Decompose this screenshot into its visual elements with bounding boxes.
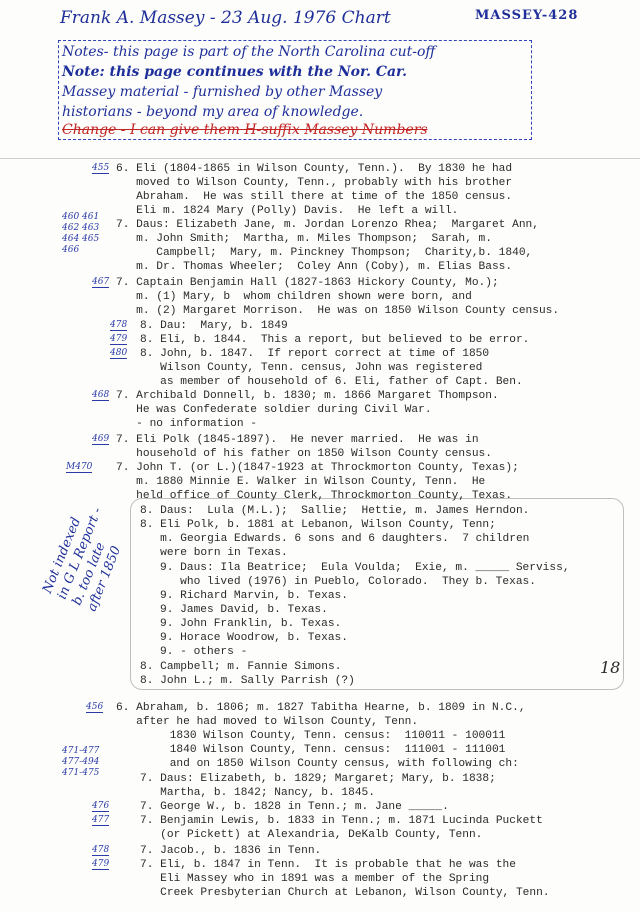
margin-note: Not indexed in G L Report - b. too late after 1850 xyxy=(40,505,125,614)
record-ref: 469 xyxy=(92,434,110,444)
record-ref: 455 xyxy=(92,163,110,173)
entry-line: 8. Campbell; m. Fannie Simons. xyxy=(140,661,342,673)
record-ref-group: 471-477 477-494 471-475 xyxy=(62,746,100,778)
note-line: Massey material - furnished by other Massey xyxy=(62,84,383,100)
entry-line: 9. - others - xyxy=(160,646,248,658)
entry-line: 7. Captain Benjamin Hall (1827-1863 Hickory County, Mo.); xyxy=(116,277,499,289)
entry-line: 8. Dau: Mary, b. 1849 xyxy=(140,320,288,332)
entry-line: m. (1) Mary, b whom children shown were born, and xyxy=(116,291,472,303)
entry-line: 7. Jacob., b. 1836 in Tenn. xyxy=(140,845,322,857)
record-ref: 478 xyxy=(92,845,110,855)
entry-line: 9. Daus: Ila Beatrice; Eula Voulda; Exie, m. _____ Serviss, xyxy=(160,562,570,574)
entry-line: 9. Richard Marvin, b. Texas. xyxy=(160,590,348,602)
entry-line: Creek Presbyterian Church at Lebanon, Wilson County, Tenn. xyxy=(140,887,550,899)
chart-title: Frank A. Massey - 23 Aug. 1976 Chart xyxy=(60,8,391,28)
entry-line: 9. James David, b. Texas. xyxy=(160,604,328,616)
entry-line: 7. George W., b. 1828 in Tenn.; m. Jane _____. xyxy=(140,801,449,813)
record-ref: 478 xyxy=(110,320,128,330)
record-ref: 479 xyxy=(110,334,128,344)
record-ref: 476 xyxy=(92,801,110,811)
entry-line: who lived (1976) in Pueblo, Colorado. They b. Texas. xyxy=(160,576,536,588)
entry-line: and on 1850 Wilson County census, with following ch: xyxy=(116,758,519,770)
record-ref-group: 460 461 462 463 464 465 466 xyxy=(62,212,100,255)
entry-line: Abraham. He was still there at time of the 1850 census. xyxy=(116,191,513,203)
entry-line: m. Dr. Thomas Wheeler; Coley Ann (Coby), m. Elias Bass. xyxy=(116,261,513,273)
entry-line: 7. John T. (or L.)(1847-1923 at Throckmorton County, Texas); xyxy=(116,462,519,474)
entry-line: after he had moved to Wilson County, Tenn. xyxy=(116,716,419,728)
entry-line: Martha, b. 1842; Nancy, b. 1845. xyxy=(140,787,375,799)
entry-line: Eli Massey who in 1891 was a member of the Spring xyxy=(140,873,490,885)
entry-line: 1830 Wilson County, Tenn. census: 110011 - 100011 xyxy=(116,730,506,742)
entry-line: 8. John L.; m. Sally Parrish (?) xyxy=(140,675,355,687)
entry-line: were born in Texas. xyxy=(140,547,288,559)
note-line: historians - beyond my area of knowledge. xyxy=(62,104,364,120)
entry-line: m. 1880 Minnie E. Walker in Wilson County, Tenn. He xyxy=(116,476,486,488)
entry-line: - no information - xyxy=(116,418,257,430)
entry-line: 8. Daus: Lula (M.L.); Sallie; Hettie, m. James Herndon. xyxy=(140,505,530,517)
entry-line: held office of County Clerk, Throckmorton County, Texas. xyxy=(116,490,513,502)
record-ref: 477 xyxy=(92,815,110,825)
entry-line: Campbell; Mary, m. Pinckney Thompson; Charity,b. 1840, xyxy=(116,247,533,259)
entry-line: 8. Eli, b. 1844. This a report, but believed to be error. xyxy=(140,334,530,346)
entry-line: 7. Daus: Elizabeth, b. 1829; Margaret; Mary, b. 1838; xyxy=(140,773,496,785)
entry-line: 7. Benjamin Lewis, b. 1833 in Tenn.; m. 1871 Lucinda Puckett xyxy=(140,815,543,827)
divider xyxy=(0,158,640,159)
entry-line: 6. Abraham, b. 1806; m. 1827 Tabitha Hearne, b. 1809 in N.C., xyxy=(116,702,526,714)
record-ref: 479 xyxy=(92,859,110,869)
entry-line: 8. Eli Polk, b. 1881 at Lebanon, Wilson County, Tenn; xyxy=(140,519,496,531)
entry-line: Wilson County, Tenn. census, John was registered xyxy=(140,362,483,374)
record-ref: 456 xyxy=(86,702,104,712)
entry-line: 7. Eli, b. 1847 in Tenn. It is probable that he was the xyxy=(140,859,516,871)
entry-line: He was Confederate soldier during Civil War. xyxy=(116,404,432,416)
note-line-struck: Change - I can give them H-suffix Massey Numbers xyxy=(62,122,428,138)
entry-line: moved to Wilson County, Tenn., probably with his brother xyxy=(116,177,513,189)
entry-line: 7. Archibald Donnell, b. 1830; m. 1866 Margaret Thompson. xyxy=(116,390,499,402)
chart-code: MASSEY-428 xyxy=(475,8,579,23)
note-line: Notes- this page is part of the North Carolina cut-off xyxy=(62,44,436,60)
entry-line: 1840 Wilson County, Tenn. census: 111001 - 111001 xyxy=(116,744,506,756)
entry-line: 9. Horace Woodrow, b. Texas. xyxy=(160,632,348,644)
note-line: Note: this page continues with the Nor. Car. xyxy=(62,64,408,80)
entry-line: m. Georgia Edwards. 6 sons and 6 daughters. 7 children xyxy=(140,533,530,545)
entry-line: as member of household of 6. Eli, father of Capt. Ben. xyxy=(140,376,523,388)
entry-line: 9. John Franklin, b. Texas. xyxy=(160,618,342,630)
entry-line: m. John Smith; Martha, m. Miles Thompson; Sarah, m. xyxy=(116,233,492,245)
record-ref: 480 xyxy=(110,348,128,358)
page-number: 18 xyxy=(600,658,621,677)
entry-line: 8. John, b. 1847. If report correct at time of 1850 xyxy=(140,348,490,360)
entry-line: m. (2) Margaret Morrison. He was on 1850 Wilson County census. xyxy=(116,305,560,317)
record-ref: 468 xyxy=(92,390,110,400)
entry-line: Eli m. 1824 Mary (Polly) Davis. He left a will. xyxy=(116,205,459,217)
entry-line: (or Pickett) at Alexandria, DeKalb County, Tenn. xyxy=(140,829,483,841)
entry-line: household of his father on 1850 Wilson County census. xyxy=(116,448,492,460)
record-ref: M470 xyxy=(66,462,93,472)
entry-line: 6. Eli (1804-1865 in Wilson County, Tenn.). By 1830 he had xyxy=(116,163,513,175)
entry-line: 7. Daus: Elizabeth Jane, m. Jordan Lorenzo Rhea; Margaret Ann, xyxy=(116,219,539,231)
entry-line: 7. Eli Polk (1845-1897). He never married. He was in xyxy=(116,434,479,446)
record-ref: 467 xyxy=(92,277,110,287)
